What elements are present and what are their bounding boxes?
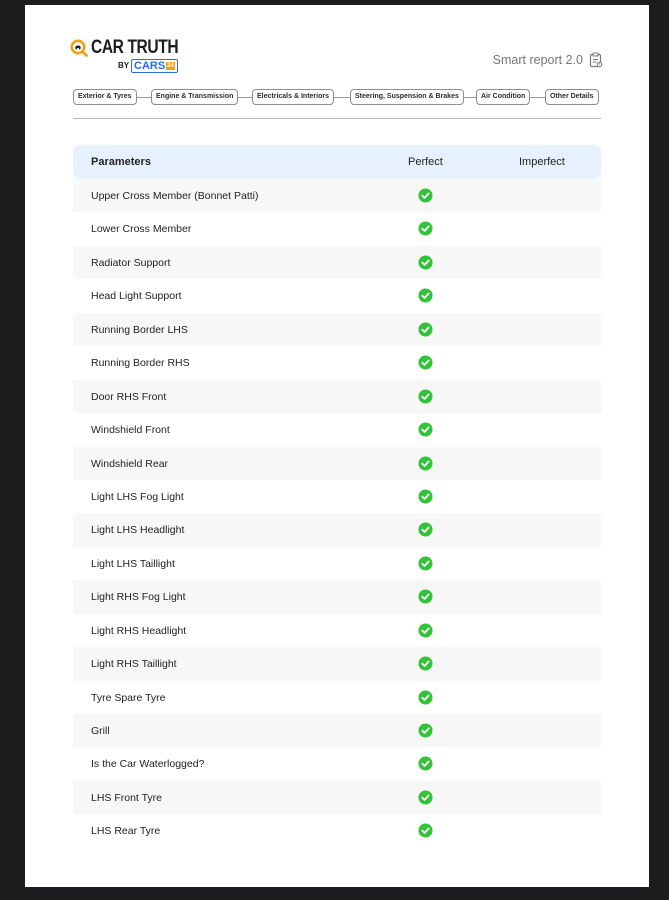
step-steering-suspension-brakes[interactable]: Steering, Suspension & Brakes [350,89,464,105]
table-row [73,179,601,212]
table-row [73,614,601,647]
check-circle-icon [418,656,433,671]
row-parameter-label: Door RHS Front [91,390,167,403]
partner-tag: 24 [167,63,174,70]
table-row [73,447,601,480]
table-row [73,747,601,780]
table-row [73,814,601,847]
row-parameter-label: Running Border RHS [91,357,190,370]
row-parameter-label: LHS Rear Tyre [91,825,161,838]
row-parameter-label: Upper Cross Member (Bonnet Patti) [91,190,259,202]
report-page [25,5,649,887]
table-header [73,145,601,179]
table-row [73,279,601,312]
report-title: Smart report 2.0 [492,53,583,67]
check-circle-icon [418,255,433,270]
table-row [73,781,601,814]
check-circle-icon [418,422,433,437]
row-parameter-label: Is the Car Waterlogged? [91,758,205,771]
row-parameter-label: Windshield Rear [91,457,169,470]
table-row [73,681,601,714]
step-other-details[interactable]: Other Details [545,89,599,105]
table-row [73,547,601,580]
section-stepper [73,89,601,105]
row-parameter-label: Lower Cross Member [91,223,192,236]
check-circle-icon [418,756,433,771]
check-circle-icon [418,723,433,738]
table-row [73,212,601,245]
check-circle-icon [418,489,433,504]
check-circle-icon [418,456,433,471]
row-parameter-label: Grill [91,725,110,737]
table-row [73,380,601,413]
row-parameter-label: Light LHS Headlight [91,524,185,537]
parameters-table [73,145,601,848]
header-divider [73,118,601,119]
table-row [73,346,601,379]
check-circle-icon [418,823,433,838]
table-row [73,413,601,446]
step-electricals-interiors[interactable]: Electricals & Interiors [252,89,334,105]
check-circle-icon [418,556,433,571]
step-exterior-tyres[interactable]: Exterior & Tyres [73,89,137,105]
clipboard-icon[interactable] [589,52,603,68]
header-perfect: Perfect [408,156,443,168]
car-truth-logo [70,36,179,76]
table-row [73,313,601,346]
step-air-condition[interactable]: Air Condition [476,89,530,105]
brand-by: BY [118,61,130,70]
step-engine-transmission[interactable]: Engine & Transmission [151,89,238,105]
check-circle-icon [418,522,433,537]
check-circle-icon [418,623,433,638]
row-parameter-label: Light RHS Taillight [91,658,177,671]
row-parameter-label: Tyre Spare Tyre [91,691,166,704]
check-circle-icon [418,690,433,705]
header-imperfect: Imperfect [519,156,565,168]
brand-name: CAR TRUTH [91,37,179,58]
table-row [73,580,601,613]
row-parameter-label: Radiator Support [91,256,171,269]
row-parameter-label: Running Border LHS [91,323,188,336]
check-circle-icon [418,288,433,303]
check-circle-icon [418,221,433,236]
row-parameter-label: Light RHS Fog Light [91,591,186,604]
table-row [73,246,601,279]
table-row [73,513,601,546]
table-row [73,714,601,747]
partner-name: CARS [134,60,166,72]
check-circle-icon [418,589,433,604]
row-parameter-label: Light RHS Headlight [91,624,187,637]
check-circle-icon [418,322,433,337]
row-parameter-label: Light LHS Taillight [91,557,175,570]
table-row [73,480,601,513]
table-row [73,647,601,680]
header-parameters: Parameters [91,156,151,168]
partner-logo [131,59,178,73]
magnifier-car-icon [70,39,88,57]
check-circle-icon [418,355,433,370]
row-parameter-label: Light LHS Fog Light [91,490,184,503]
row-parameter-label: Windshield Front [91,424,170,437]
check-circle-icon [418,389,433,404]
check-circle-icon [418,188,433,203]
check-circle-icon [418,790,433,805]
table-body [73,179,601,848]
row-parameter-label: LHS Front Tyre [91,791,162,804]
row-parameter-label: Head Light Support [91,290,182,303]
